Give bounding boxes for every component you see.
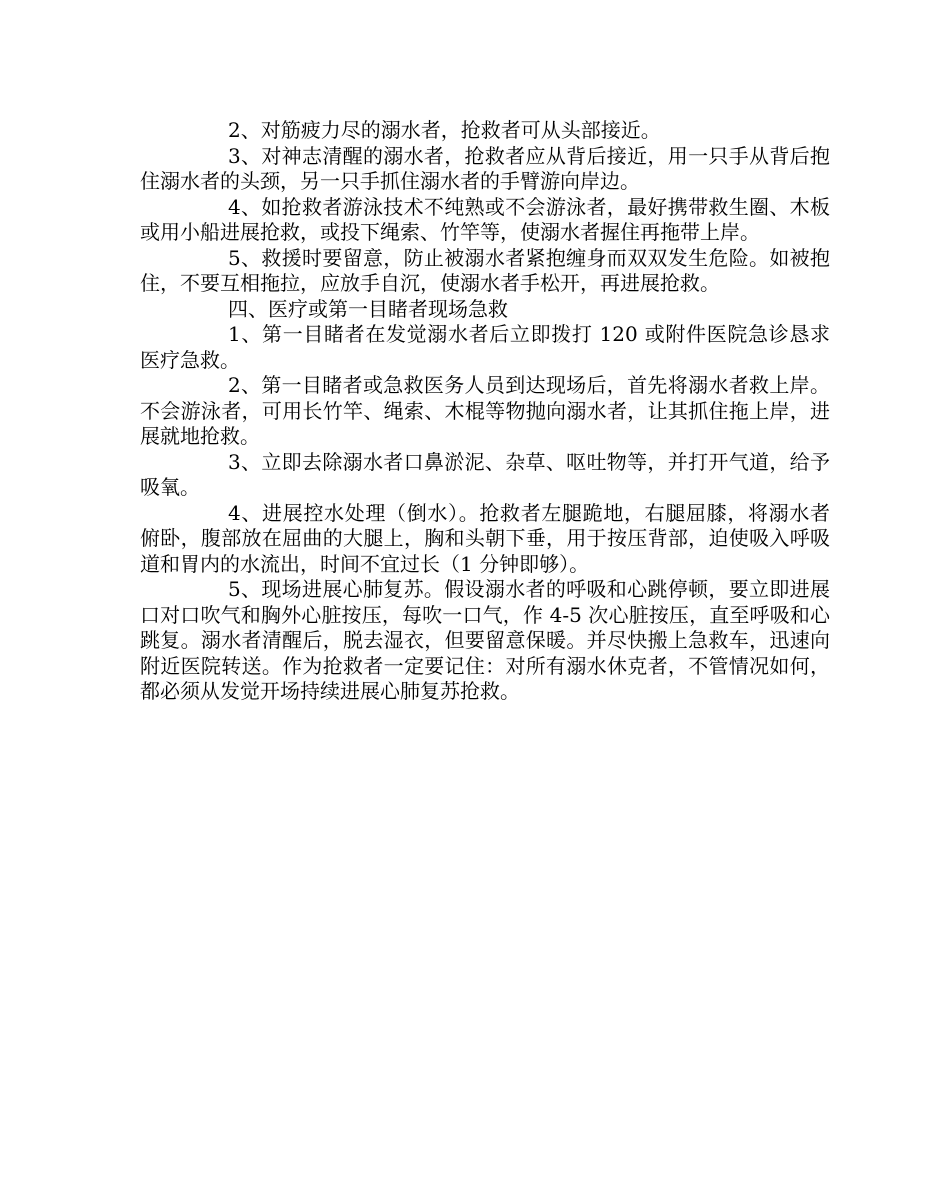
paragraph-drain-water: 4、进展控水处理（倒水）。抢救者左腿跪地，右腿屈膝，将溺水者俯卧，腹部放在屈曲的大腿上，胸和头朝下垂，用于按压背部，迫使吸入呼吸道和胃内的水流出，时间不宜过长（1 分钟即够）。 xyxy=(140,500,830,576)
paragraph-approach-from-head: 2、对筋疲力尽的溺水者，抢救者可从头部接近。 xyxy=(228,118,661,142)
paragraph-rescue-equipment: 4、如抢救者游泳技术不纯熟或不会游泳者，最好携带救生圈、木板或用小船进展抢救，或投下绳索、竹竿等，使溺水者握住再拖带上岸。 xyxy=(140,194,830,244)
paragraph-cpr: 5、现场进展心肺复苏。假设溺水者的呼吸和心跳停顿，要立即进展口对口吹气和胸外心脏按压，每吹一口气，作 4-5 次心脏按压，直至呼吸和心跳复。溺水者清醒后，脱去湿衣，但要留意保暖。并尽快搬上急救车，迅速向附近医院转送。作为抢救者一定要记住：对所有溺水休克者，不管情况如何，都必须从发觉开场持续进展心肺复苏抢救。 xyxy=(140,577,830,703)
paragraph-bring-ashore: 2、第一目睹者或急救医务人员到达现场后，首先将溺水者救上岸。不会游泳者，可用长竹竿、绳索、木棍等物抛向溺水者，让其抓住拖上岸，进展就地抢救。 xyxy=(140,373,830,448)
paragraph-call-emergency: 1、第一目睹者在发觉溺水者后立即拨打 120 或附件医院急诊恳求医疗急救。 xyxy=(140,322,830,372)
paragraph-avoid-entanglement: 5、救援时要留意，防止被溺水者紧抱缠身而双双发生危险。如被抱住，不要互相拖拉，应放手自沉，使溺水者手松开，再进展抢救。 xyxy=(140,245,830,295)
document-body xyxy=(140,118,830,705)
paragraph-clear-airway: 3、立即去除溺水者口鼻淤泥、杂草、呕吐物等，并打开气道，给予吸氧。 xyxy=(140,449,830,499)
section-heading-first-aid: 四、医疗或第一目睹者现场急救 xyxy=(228,296,508,321)
paragraph-approach-from-behind: 3、对神志清醒的溺水者，抢救者应从背后接近，用一只手从背后抱住溺水者的头颈，另一只手抓住溺水者的手臂游向岸边。 xyxy=(140,143,830,193)
